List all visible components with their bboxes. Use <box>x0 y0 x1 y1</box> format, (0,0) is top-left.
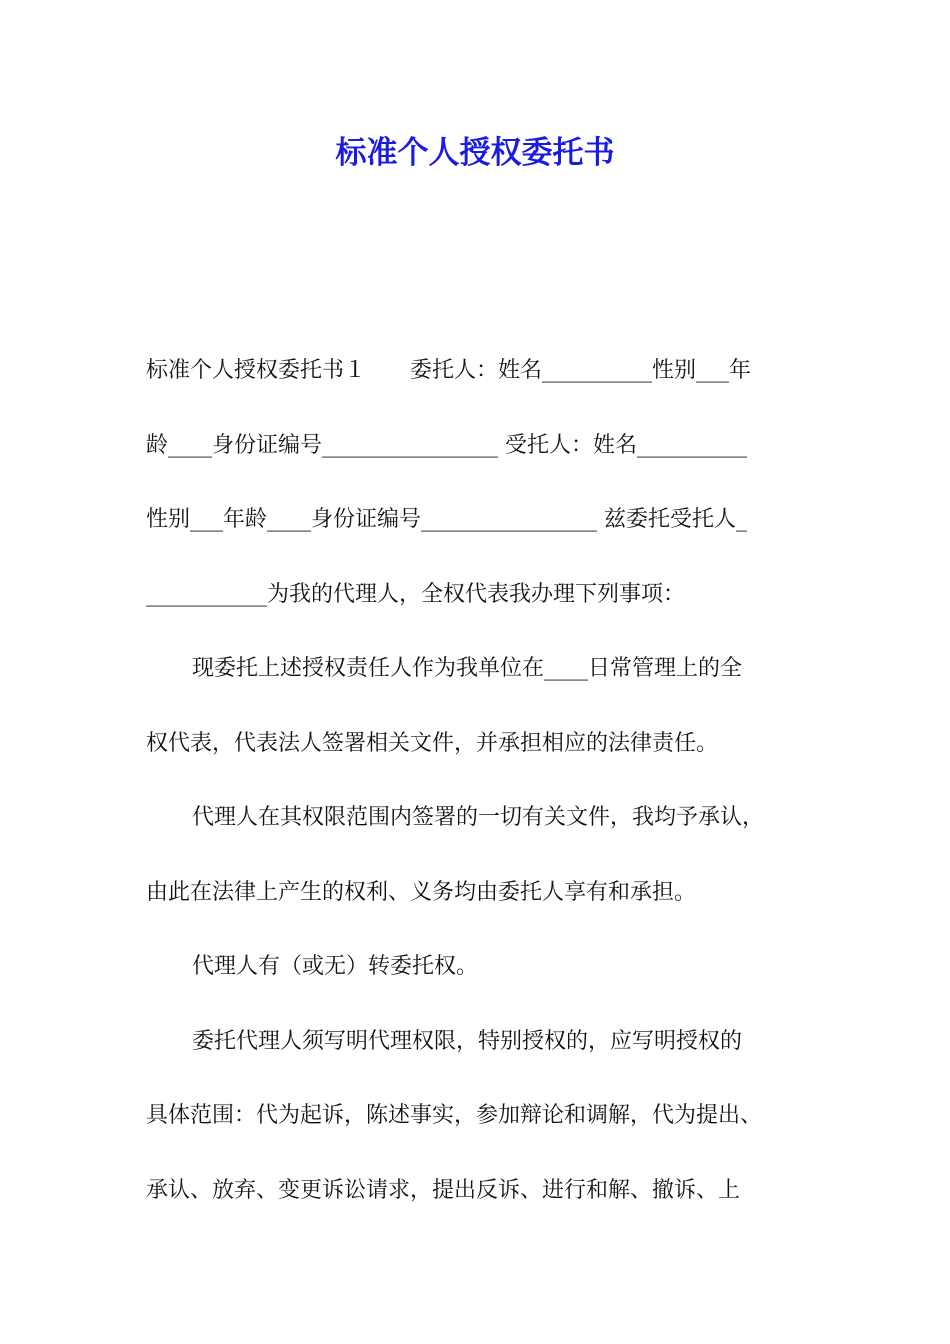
body-line-9: 代理人有（或无）转委托权。 <box>192 954 479 979</box>
body-line-12: 承认、放弃、变更诉讼请求，提出反诉、进行和解、撤诉、上 <box>146 1177 741 1203</box>
document-title: 标准个人授权委托书 <box>335 135 615 171</box>
body-line-1: 标准个人授权委托书１ 委托人：姓名__________性别___年 <box>146 358 752 383</box>
body-line-8: 由此在法律上产生的权利、义务均由委托人享有和承担。 <box>146 879 697 905</box>
body-line-4: ___________为我的代理人，全权代表我办理下列事项： <box>146 581 686 607</box>
body-line-3: 性别___年龄____身份证编号________________ 兹委托受托人_ <box>146 507 747 532</box>
body-line-5: 现委托上述授权责任人作为我单位在____日常管理上的全 <box>192 656 743 681</box>
document-body <box>146 334 808 1228</box>
body-line-11: 具体范围：代为起诉，陈述事实，参加辩论和调解，代为提出、 <box>146 1103 763 1128</box>
body-line-2: 龄____身份证编号________________ 受托人：姓名__________ <box>146 432 747 458</box>
body-line-7: 代理人在其权限范围内签署的一切有关文件，我均予承认， <box>192 805 765 830</box>
body-line-6: 权代表，代表法人签署相关文件，并承担相应的法律责任。 <box>146 730 719 756</box>
body-line-10: 委托代理人须写明代理权限，特别授权的，应写明授权的 <box>192 1028 743 1054</box>
